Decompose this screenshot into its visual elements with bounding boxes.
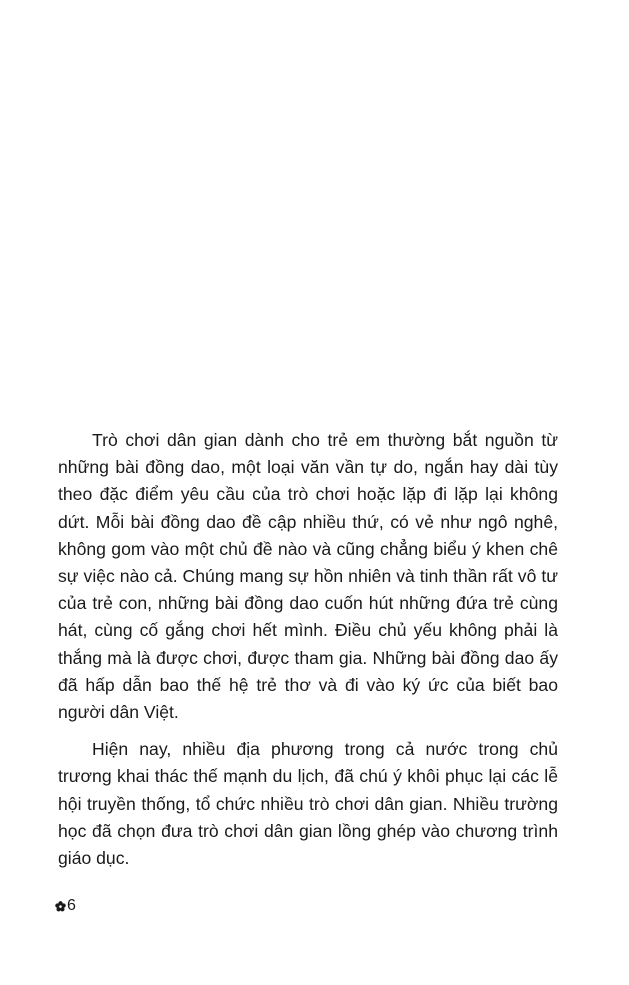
page-footer [55,896,76,916]
page-number: 6 [67,897,76,914]
body-text [58,427,558,872]
flower-ornament-icon [55,901,66,912]
paragraph-1: Trò chơi dân gian dành cho trẻ em thường bắt nguồn từ những bài đồng dao, một loại văn vần tự do, ngắn hay dài tùy theo đặc điểm yêu cầu của trò chơi hoặc lặp đi lặp lại không dứt. Mỗi bài đồng dao đề cập nhiều thứ, có vẻ như ngô nghê, không gom vào một chủ đề nào và cũng chẳng biểu ý khen chê sự việc nào cả. Chúng mang sự hồn nhiên và tinh thần rất vô tư của trẻ con, những bài đồng dao cuốn hút những đứa trẻ cùng hát, cùng cố gắng chơi hết mình. Điều chủ yếu không phải là thắng mà là được chơi, được tham gia. Những bài đồng dao ấy đã hấp dẫn bao thế hệ trẻ thơ và đi vào ký ức của biết bao người dân Việt. [58,430,558,723]
paragraph-2: Hiện nay, nhiều địa phương trong cả nước trong chủ trương khai thác thế mạnh du lịch, đã chú ý khôi phục lại các lễ hội truyền thống, tổ chức nhiều trò chơi dân gian. Nhiều trường học đã chọn đưa trò chơi dân gian lồng ghép vào chương trình giáo dục. [58,739,558,869]
